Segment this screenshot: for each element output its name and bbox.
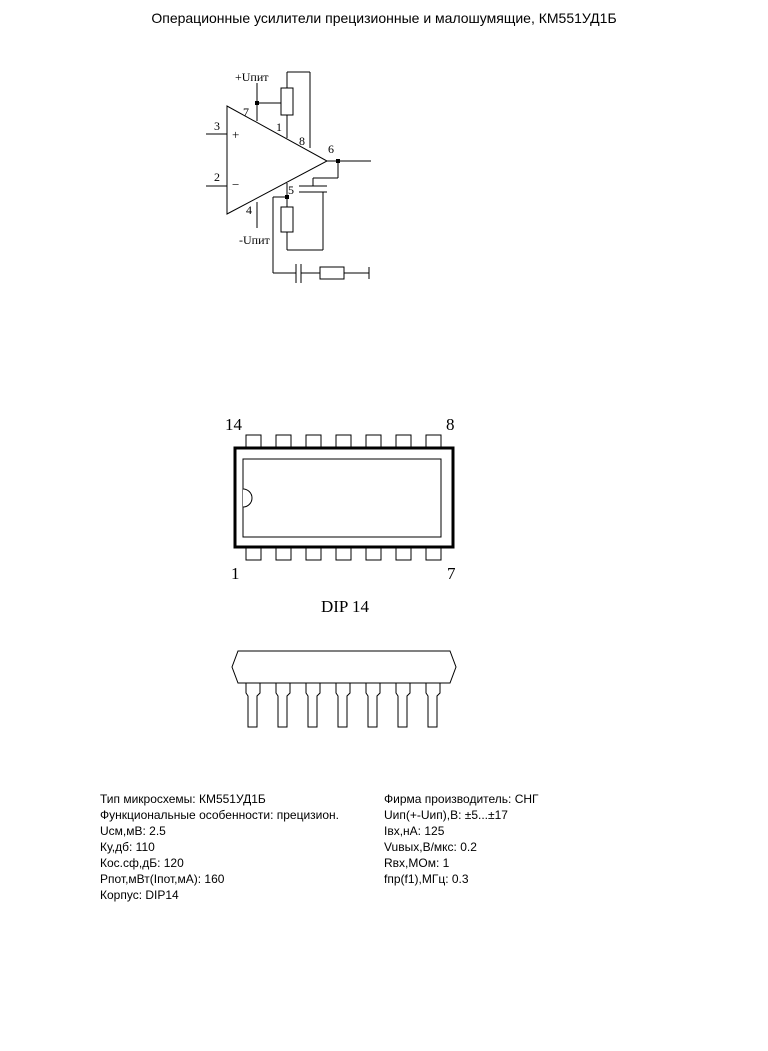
- pin-8-label: 8: [299, 134, 305, 148]
- spec-features: Функциональные особенности: прецизион.: [100, 808, 340, 822]
- bottom-pins: [246, 548, 441, 560]
- top-resistor: [281, 88, 293, 115]
- input-minus-sign: −: [232, 177, 240, 192]
- pin-8-top-label: 8: [446, 415, 455, 434]
- pin-2-label: 2: [214, 170, 220, 184]
- package-name: DIP 14: [320, 597, 370, 616]
- pin-1-label: 1: [276, 120, 282, 134]
- page-title: Операционные усилители прецизионные и малошумящие, КМ551УД1Б: [151, 10, 617, 26]
- spec-manufacturer: Фирма производитель: СНГ: [384, 792, 539, 806]
- spec-cmrr: Кос.сф,дБ: 120: [100, 856, 184, 870]
- spec-input-resistance: Rвх,МОм: 1: [384, 856, 450, 870]
- pin-7-label: 7: [243, 105, 249, 119]
- rc-resistor: [320, 267, 344, 279]
- spec-input-current: Iвх,нА: 125: [384, 824, 445, 838]
- spec-type: Тип микросхемы: КМ551УД1Б: [100, 792, 266, 806]
- input-plus-sign: +: [232, 127, 240, 142]
- bottom-resistor: [281, 207, 293, 232]
- spec-bandwidth: fпр(f1),МГц: 0.3: [384, 872, 469, 886]
- specs-left-column: [100, 791, 339, 903]
- pin-14-label: 14: [225, 415, 242, 434]
- specs-right-column: [384, 791, 539, 887]
- side-body: [232, 651, 456, 683]
- spec-supply-voltage: Uип(+-Uип),В: ±5...±17: [384, 808, 508, 822]
- spec-package: Корпус: DIP14: [100, 888, 179, 902]
- spec-gain: Ку,дб: 110: [100, 840, 155, 854]
- dip-side-view: [232, 651, 456, 727]
- pin-5-label: 5: [288, 183, 294, 197]
- pin-3-label: 3: [214, 119, 220, 133]
- dip-top-view: [235, 435, 453, 560]
- side-legs: [246, 683, 440, 727]
- pin-1-bottom-label: 1: [231, 564, 240, 583]
- pin-4-label: 4: [246, 203, 252, 217]
- pin-7-bottom-label: 7: [447, 564, 456, 583]
- spec-offset-voltage: Uсм,мВ: 2.5: [100, 824, 166, 838]
- spec-slew-rate: Vuвых,В/мкс: 0.2: [384, 840, 477, 854]
- pin-6-label: 6: [328, 142, 334, 156]
- pin7-node: [255, 101, 259, 105]
- supply-neg-label: -Uпит: [239, 233, 270, 247]
- top-pins: [246, 435, 441, 447]
- dip-body-outer: [235, 448, 453, 547]
- opamp-schematic: [206, 72, 371, 283]
- supply-pos-label: +Uпит: [235, 70, 269, 84]
- spec-power: Рпот,мВт(Iпот,мА): 160: [100, 872, 225, 886]
